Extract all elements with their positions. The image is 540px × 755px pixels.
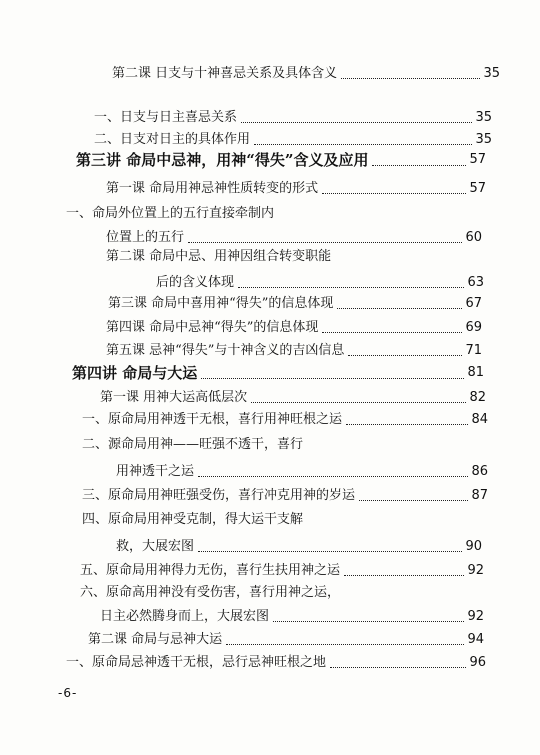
toc-entry-text: 后的含义体现 <box>156 275 235 290</box>
toc-entry-text: 第一课 用神大运高低层次 <box>100 390 248 405</box>
toc-entry-page: 35 <box>475 110 492 125</box>
toc-entry-text: 第二课 命局与忌神大运 <box>88 632 223 647</box>
toc-entry <box>66 655 486 671</box>
toc-entry-page: 96 <box>469 655 486 670</box>
leader-dots <box>198 476 468 477</box>
toc-entry <box>82 488 488 504</box>
toc-entry <box>106 230 482 246</box>
leader-dots <box>188 242 462 243</box>
leader-dots <box>346 424 468 425</box>
toc-entry-text: 一、原命局用神透干无根，喜行用神旺根之运 <box>82 412 343 427</box>
toc-entry-page: 35 <box>483 66 500 81</box>
toc-entry <box>100 609 484 625</box>
leader-dots <box>226 644 464 645</box>
toc-entry-text: 第三讲 命局中忌神，用神“得失”含义及应用 <box>76 151 369 169</box>
toc-entry <box>112 66 500 82</box>
toc-entry-text: 四、原命局用神受克制，得大运干支解 <box>82 512 304 527</box>
toc-entry-page: 35 <box>475 132 492 147</box>
toc-entry <box>106 181 486 197</box>
toc-entry-text: 第二课 日支与十神喜忌关系及具体含义 <box>112 66 338 81</box>
toc-entry <box>106 343 482 359</box>
toc-entry-text: 第四讲 命局与大运 <box>72 364 198 382</box>
toc-entry-page: 92 <box>467 563 484 578</box>
leader-dots <box>348 355 462 356</box>
toc-lecture-heading <box>72 364 484 382</box>
toc-entry <box>94 132 492 148</box>
toc-entry <box>100 390 486 406</box>
toc-lecture-heading <box>76 151 486 169</box>
leader-dots <box>372 165 466 166</box>
toc-entry-text: 第二课 命局中忌、用神因组合转变职能 <box>106 249 332 264</box>
leader-dots <box>344 575 464 576</box>
toc-entry-text: 一、原命局忌神透干无根，忌行忌神旺根之地 <box>66 655 327 670</box>
toc-entry-text: 第一课 命局用神忌神性质转变的形式 <box>106 181 319 196</box>
toc-entry <box>116 539 482 555</box>
toc-entry-page: 67 <box>465 296 482 311</box>
toc-entry-text: 位置上的五行 <box>106 230 185 245</box>
toc-entry-text: 三、原命局用神旺强受伤，喜行冲克用神的岁运 <box>82 488 356 503</box>
leader-dots <box>241 122 472 123</box>
leader-dots <box>337 308 462 309</box>
toc-entry-text: 第三课 命局中喜用神“得失”的信息体现 <box>108 296 334 311</box>
toc-entry-page: 69 <box>465 320 482 335</box>
toc-entry-page: 57 <box>469 152 486 167</box>
toc-entry-text: 一、命局外位置上的五行直接牵制内 <box>66 206 275 221</box>
leader-dots <box>254 144 472 145</box>
toc-entry <box>156 275 484 291</box>
toc-entry-page: 90 <box>465 539 482 554</box>
leader-dots <box>359 500 468 501</box>
toc-entry-page: 81 <box>467 365 484 380</box>
toc-entry-page: 82 <box>469 390 486 405</box>
toc-entry <box>80 563 484 579</box>
toc-entry-page: 57 <box>469 181 486 196</box>
toc-entry-text: 第五课 忌神“得失”与十神含义的吉凶信息 <box>106 343 345 358</box>
toc-entry-text: 六、原命高用神没有受伤害，喜行用神之运， <box>80 585 341 600</box>
toc-entry <box>94 110 492 126</box>
leader-dots <box>238 287 464 288</box>
toc-entry <box>82 412 488 428</box>
toc-entry-text: 一、日支与日主喜忌关系 <box>94 110 238 125</box>
toc-entry-page: 60 <box>465 230 482 245</box>
toc-entry-page: 84 <box>471 412 488 427</box>
toc-entry <box>108 296 482 312</box>
toc-entry-text: 二、源命局用神——旺强不透干，喜行 <box>82 437 304 452</box>
leader-dots <box>201 378 464 379</box>
toc-entry-page: 87 <box>471 488 488 503</box>
toc-entry-text: 救，大展宏图 <box>116 539 195 554</box>
toc-entry-page: 86 <box>471 464 488 479</box>
toc-entry-page: 94 <box>467 632 484 647</box>
toc-entry-text: 日主必然腾身而上，大展宏图 <box>100 609 270 624</box>
page-number: -6- <box>58 686 78 700</box>
toc-entry-text: 第四课 命局中忌神“得失”的信息体现 <box>106 320 319 335</box>
toc-entry-page: 92 <box>467 609 484 624</box>
toc-entry <box>106 320 482 336</box>
toc-entry <box>88 632 484 648</box>
toc-entry-text: 二、日支对日主的具体作用 <box>94 132 251 147</box>
toc-entry-text: 五、原命局用神得力无伤，喜行生扶用神之运 <box>80 563 341 578</box>
toc-entry-page: 71 <box>465 343 482 358</box>
leader-dots <box>322 332 462 333</box>
leader-dots <box>273 621 464 622</box>
toc-entry <box>116 464 488 480</box>
leader-dots <box>198 551 462 552</box>
leader-dots <box>322 193 466 194</box>
leader-dots <box>251 402 466 403</box>
leader-dots <box>330 667 466 668</box>
toc-entry-page: 63 <box>467 275 484 290</box>
leader-dots <box>341 78 480 79</box>
toc-entry-text: 用神透干之运 <box>116 464 195 479</box>
